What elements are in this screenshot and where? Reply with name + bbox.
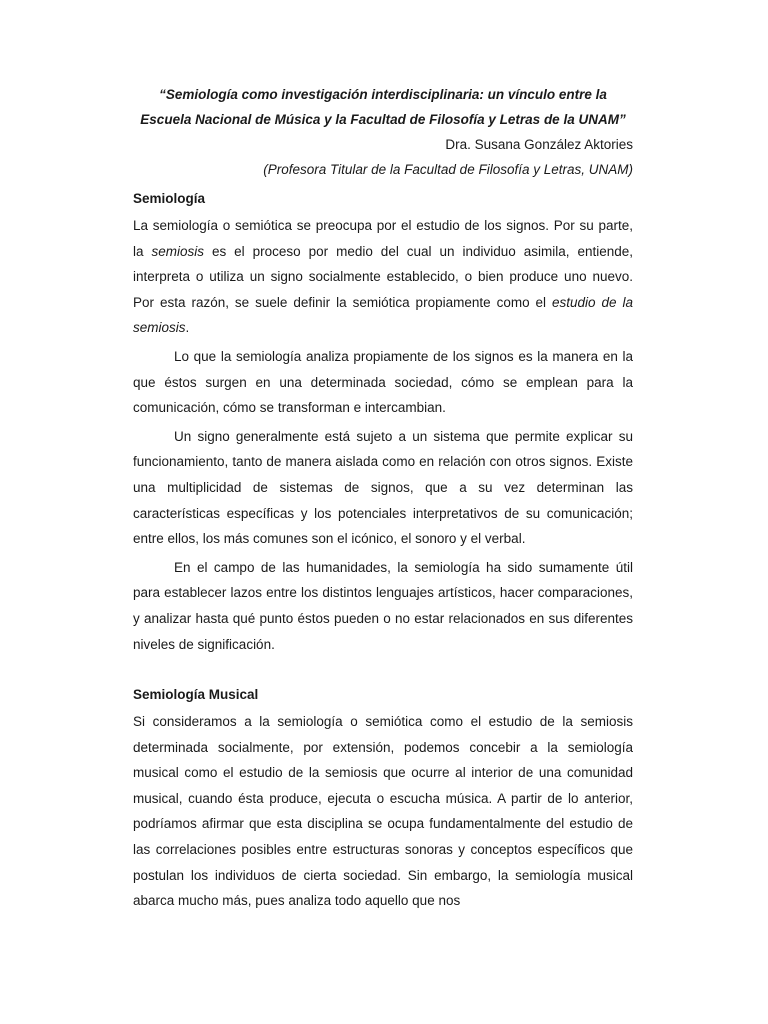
paragraph-1-emphasis-semiosis: semiosis [151,243,204,259]
section-heading-semiologia-musical: Semiología Musical [133,687,259,703]
paragraph-1-text-c: . [185,320,190,336]
author-name: Dra. Susana González Aktories [445,137,633,152]
paragraph-1 [133,213,633,341]
document-page [133,80,633,917]
paragraph-1-text-a: La semiología o semiótica se preocupa por el estudio de los signos. Por su parte, la [133,218,633,259]
document-title: “Semiología como investigación interdisciplinaria: un vínculo entre la Escuela Nacional de Música y la Facultad de Filosofía y Letras de la UNAM” [140,87,626,127]
paragraph-1-text-b: es el proceso por medio del cual un individuo asimila, entiende, interpreta o utiliza un signo socialmente establecido, o bien produce uno nuevo. Por esta razón, se suele definir la semiótica propiamente como el [133,243,633,310]
paragraph-3: Un signo generalmente está sujeto a un sistema que permite explicar su funcionamiento, tanto de manera aislada como en relación con otros signos. Existe una multiplicidad de sistemas de signos, que a su vez determinan las características específicas y los potenciales interpretativos de su comunicación; entre ellos, los más comunes son el icónico, el sonoro y el verbal. [133,428,633,547]
paragraph-2: Lo que la semiología analiza propiamente de los signos es la manera en la que éstos surgen en una determinada sociedad, cómo se emplean para la comunicación, cómo se transforman e intercambian. [133,348,633,416]
paragraph-4: En el campo de las humanidades, la semiología ha sido sumamente útil para establecer lazos entre los distintos lenguajes artísticos, hacer comparaciones, y analizar hasta qué punto éstos pueden o no estar relacionados en sus diferentes niveles de significación. [133,559,633,652]
author-affiliation: (Profesora Titular de la Facultad de Filosofía y Letras, UNAM) [263,162,633,177]
section-heading-semiologia: Semiología [133,191,206,206]
paragraph-5: Si consideramos a la semiología o semiótica como el estudio de la semiosis determinada socialmente, por extensión, podemos concebir a la semiología musical como el estudio de la semiosis que ocurre al interior de una comunidad musical, cuando ésta produce, ejecuta o escucha música. A partir de lo anterior, podríamos afirmar que esta disciplina se ocupa fundamentalmente del estudio de las correlaciones posibles entre estructuras sonoras y conceptos específicos que postulan los individuos de cierta sociedad. Sin embargo, la semiología musical abarca mucho más, pues analiza todo aquello que nos [133,714,633,909]
paragraph-1-emphasis-estudio: estudio de la semiosis [133,294,633,336]
